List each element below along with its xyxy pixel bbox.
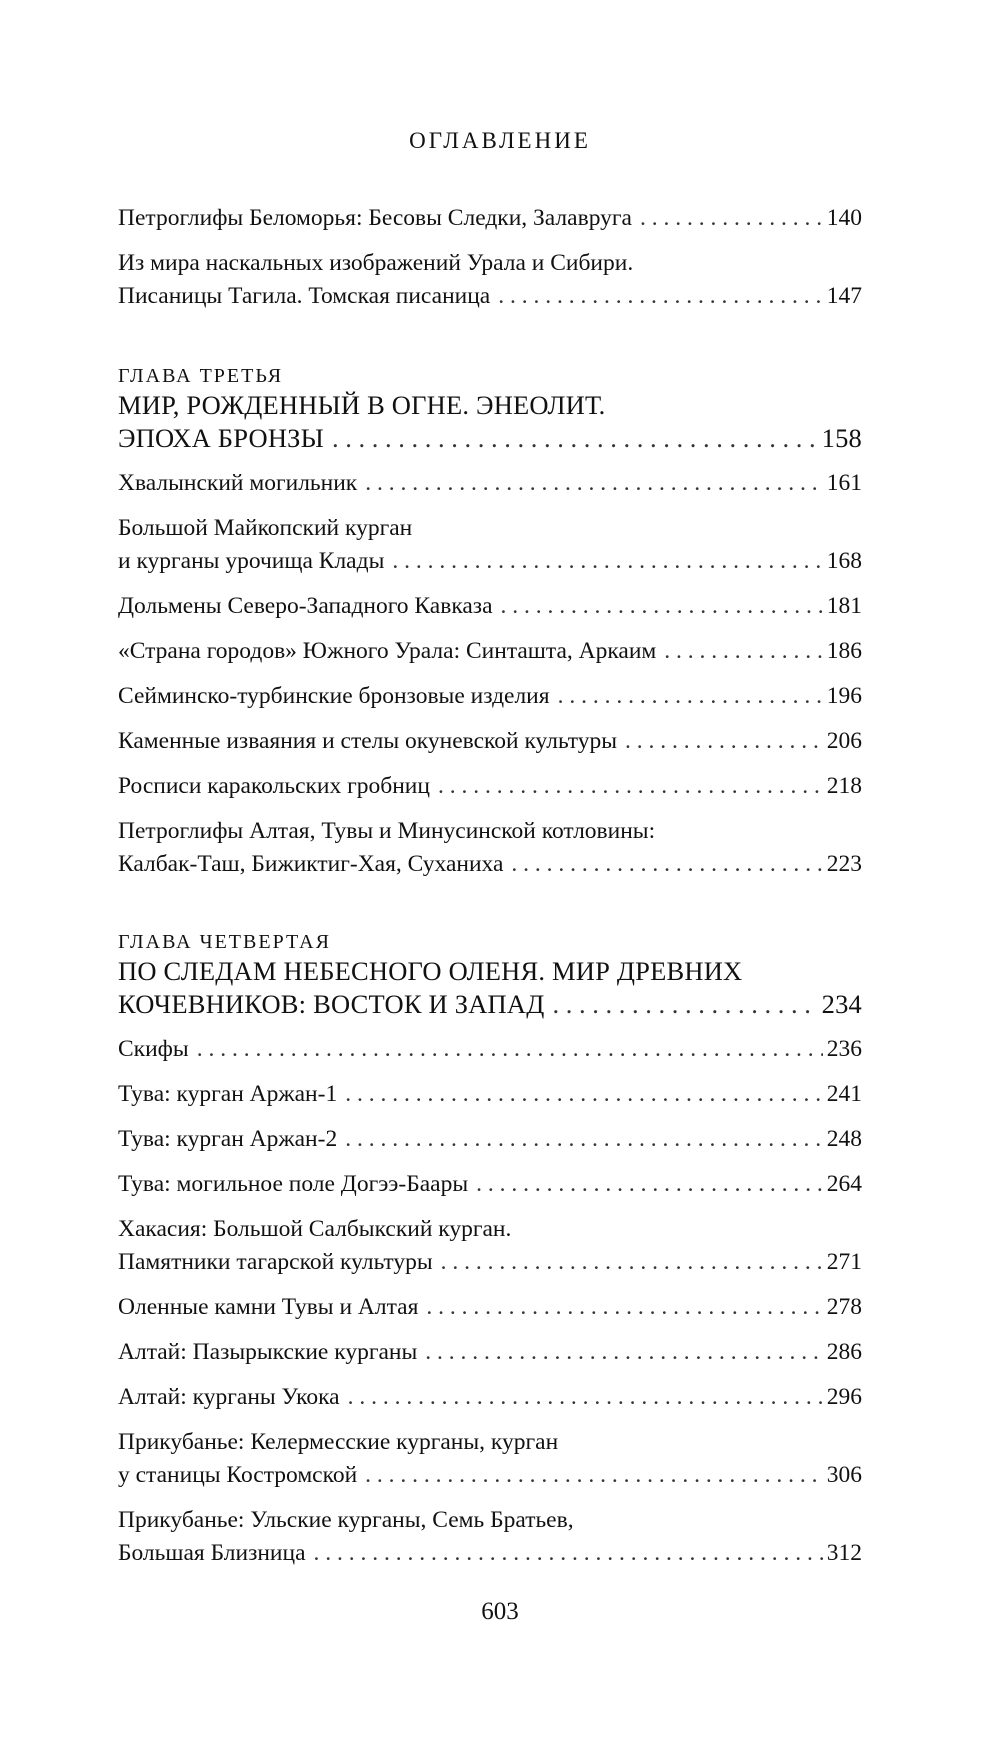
toc-entry <box>118 1213 862 1279</box>
dot-leader <box>426 1291 822 1324</box>
toc-entry-text: Скифы <box>118 1036 189 1062</box>
table-of-contents <box>118 202 862 1592</box>
dot-leader <box>392 545 822 578</box>
dot-leader <box>640 202 823 235</box>
toc-entry-text: Оленные камни Тувы и Алтая <box>118 1294 419 1320</box>
dot-leader <box>314 1537 823 1570</box>
toc-page-number: 236 <box>826 1036 862 1062</box>
dot-leader <box>498 280 823 313</box>
dot-leader <box>348 1381 823 1414</box>
toc-entry-text: Писаницы Тагила. Томская писаница <box>118 283 491 309</box>
chapter-entries <box>118 1033 862 1570</box>
dot-leader <box>345 1123 823 1156</box>
chapter-title <box>118 955 862 1021</box>
toc-entry-text: и курганы урочища Клады <box>118 548 385 574</box>
toc-entry-text: Большой Майкопский курган <box>118 515 413 541</box>
toc-entry <box>118 590 862 623</box>
toc-entry-text: «Страна городов» Южного Урала: Синташта, Аркаим <box>118 638 657 664</box>
toc-page-number: 206 <box>826 728 862 754</box>
toc-entry-text: Прикубанье: Ульские курганы, Семь Братьев, <box>118 1507 574 1533</box>
dot-leader <box>511 848 822 881</box>
chapter-title-line: ЭПОХА БРОНЗЫ <box>118 423 324 453</box>
toc-entry-text: Хакасия: Большой Салбыкский курган. <box>118 1216 512 1242</box>
chapter-title-line: ПО СЛЕДАМ НЕБЕСНОГО ОЛЕНЯ. МИР ДРЕВНИХ <box>118 956 743 986</box>
toc-entry <box>118 1033 862 1066</box>
toc-entry <box>118 467 862 500</box>
toc-entry-text: Алтай: Пазырыкские курганы <box>118 1339 418 1365</box>
toc-page-number: 186 <box>826 638 862 664</box>
dot-leader <box>625 725 823 758</box>
toc-entry <box>118 1336 862 1369</box>
toc-page-number: 140 <box>826 205 862 231</box>
toc-entry <box>118 202 862 235</box>
toc-entry-text: Тува: могильное поле Догээ-Баары <box>118 1171 469 1197</box>
chapter-label: ГЛАВА ЧЕТВЕРТАЯ <box>118 931 331 953</box>
toc-entry-text: Дольмены Северо-Западного Кавказа <box>118 593 493 619</box>
dot-leader <box>501 590 823 623</box>
dot-leader <box>425 1336 822 1369</box>
toc-page-number: 161 <box>826 470 862 496</box>
toc-entry <box>118 1504 862 1570</box>
toc-entry <box>118 1078 862 1111</box>
toc-page-number: 241 <box>826 1081 862 1107</box>
toc-page-number: 286 <box>826 1339 862 1365</box>
toc-page-number: 223 <box>826 851 862 877</box>
toc-page-number: 278 <box>826 1294 862 1320</box>
toc-page-number: 181 <box>826 593 862 619</box>
toc-page-number: 248 <box>826 1126 862 1152</box>
toc-page-number: 296 <box>826 1384 862 1410</box>
page-number: 603 <box>481 1598 519 1625</box>
toc-entry-text: Из мира наскальных изображений Урала и Сибири. <box>118 250 634 276</box>
toc-entry <box>118 815 862 881</box>
chapter-title <box>118 389 862 455</box>
toc-page-number: 147 <box>826 283 862 309</box>
dot-leader <box>558 680 823 713</box>
chapter-title-line: МИР, РОЖДЕННЫЙ В ОГНЕ. ЭНЕОЛИТ. <box>118 390 606 420</box>
toc-entry <box>118 1168 862 1201</box>
dot-leader <box>365 1459 823 1492</box>
chapter-label: ГЛАВА ТРЕТЬЯ <box>118 365 284 387</box>
toc-page-number: 264 <box>826 1171 862 1197</box>
toc-page-number: 168 <box>826 548 862 574</box>
toc-entry <box>118 247 862 313</box>
toc-page-number: 234 <box>821 989 862 1019</box>
toc-entry <box>118 1381 862 1414</box>
toc-entry-text: Хвалынский могильник <box>118 470 358 496</box>
toc-entry-text: Петроглифы Беломорья: Бесовы Следки, Залавруга <box>118 205 632 231</box>
dot-leader <box>441 1246 823 1279</box>
chapter-title-line: КОЧЕВНИКОВ: ВОСТОК И ЗАПАД <box>118 989 545 1019</box>
toc-page-number: 196 <box>826 683 862 709</box>
toc-entry-text: Памятники тагарской культуры <box>118 1249 433 1275</box>
toc-entry-text: Прикубанье: Келермесские курганы, курган <box>118 1429 559 1455</box>
dot-leader <box>476 1168 823 1201</box>
toc-entry-text: Тува: курган Аржан-2 <box>118 1126 338 1152</box>
toc-entry-text: у станицы Костромской <box>118 1462 358 1488</box>
toc-entry-text: Петроглифы Алтая, Тувы и Минусинской котловины: <box>118 818 656 844</box>
toc-page-number: 271 <box>826 1249 862 1275</box>
toc-entry-text: Каменные изваяния и стелы окуневской культуры <box>118 728 618 754</box>
toc-page-number: 218 <box>826 773 862 799</box>
toc-entry <box>118 635 862 668</box>
toc-entry <box>118 680 862 713</box>
toc-chapter-3 <box>118 363 862 881</box>
toc-chapter-4 <box>118 929 862 1570</box>
toc-entry-text: Алтай: курганы Укока <box>118 1384 340 1410</box>
dot-leader <box>365 467 823 500</box>
toc-entry <box>118 512 862 578</box>
toc-entry-text: Калбак-Таш, Бижиктиг-Хая, Суханиха <box>118 851 504 877</box>
page-title: ОГЛАВЛЕНИЕ <box>409 128 591 153</box>
toc-entry-text: Большая Близница <box>118 1540 306 1566</box>
toc-entry <box>118 725 862 758</box>
toc-entry-text: Сейминско-турбинские бронзовые изделия <box>118 683 550 709</box>
dot-leader <box>345 1078 823 1111</box>
toc-section-intro <box>118 202 862 313</box>
dot-leader <box>664 635 822 668</box>
dot-leader <box>438 770 823 803</box>
toc-entry <box>118 1123 862 1156</box>
dot-leader <box>197 1033 823 1066</box>
toc-page-number: 312 <box>826 1540 862 1566</box>
chapter-entries <box>118 467 862 881</box>
dot-leader <box>332 422 818 455</box>
toc-entry-text: Тува: курган Аржан-1 <box>118 1081 338 1107</box>
dot-leader <box>552 988 817 1021</box>
toc-page-number: 306 <box>826 1462 862 1488</box>
toc-entry <box>118 1426 862 1492</box>
toc-entry <box>118 1291 862 1324</box>
toc-entry <box>118 770 862 803</box>
toc-entry-text: Росписи каракольских гробниц <box>118 773 430 799</box>
toc-page-number: 158 <box>821 423 862 453</box>
